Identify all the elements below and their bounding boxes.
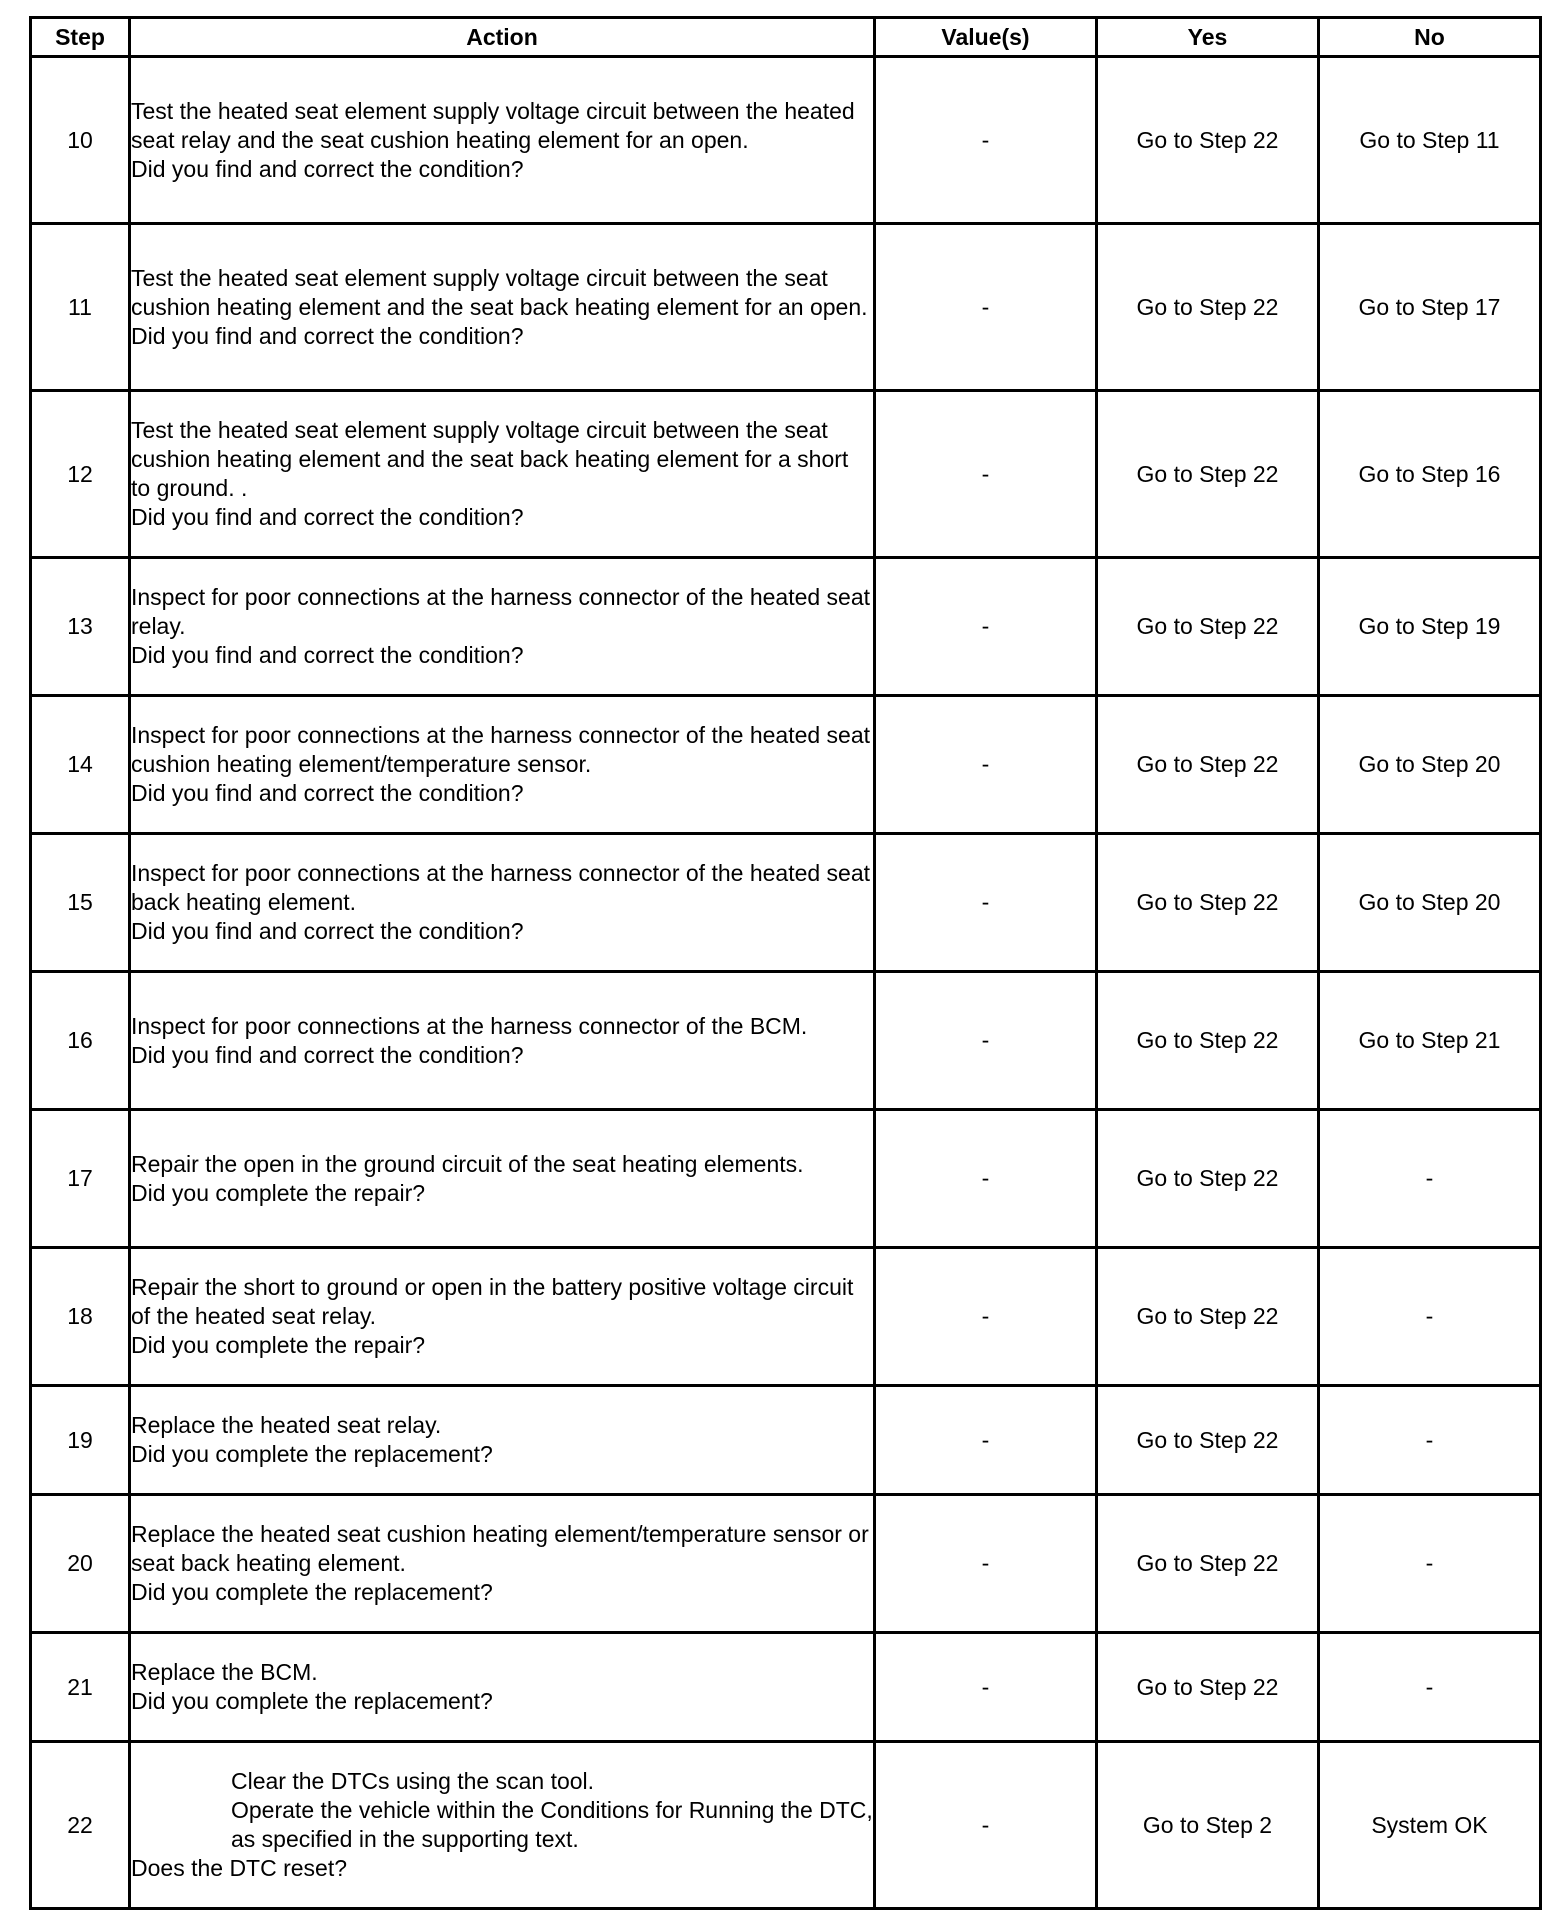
yes-result: Go to Step 22	[1097, 391, 1319, 558]
action-question: Did you find and correct the condition?	[131, 504, 524, 530]
action-question: Did you find and correct the condition?	[131, 322, 524, 349]
action-line: Clear the DTCs using the scan tool.	[231, 1768, 595, 1794]
action-question: Did you complete the repair?	[131, 1179, 426, 1206]
action-cell	[130, 391, 875, 558]
action-cell	[130, 1495, 875, 1633]
no-result: -	[1319, 1110, 1541, 1248]
action-question: Did you find and correct the condition?	[131, 918, 524, 944]
action-cell	[130, 972, 875, 1110]
action-cell	[130, 1248, 875, 1386]
no-result: Go to Step 16	[1319, 391, 1541, 558]
action-text: Replace the heated seat relay.	[131, 1412, 442, 1438]
action-text: Repair the short to ground or open in the battery positive voltage circuit of the heated seat relay.	[131, 1274, 854, 1329]
table-row	[31, 1110, 1541, 1248]
diagnostic-table	[29, 16, 1542, 1910]
step-number: 21	[31, 1633, 130, 1742]
action-text: Inspect for poor connections at the harness connector of the heated seat relay.	[131, 584, 871, 639]
no-result: -	[1319, 1495, 1541, 1633]
step-number: 11	[31, 224, 130, 391]
action-cell	[130, 57, 875, 224]
action-question: Did you complete the replacement?	[131, 1441, 493, 1467]
yes-result: Go to Step 22	[1097, 1633, 1319, 1742]
action-question: Did you find and correct the condition?	[131, 155, 524, 182]
yes-result: Go to Step 22	[1097, 1495, 1319, 1633]
action-cell	[130, 1633, 875, 1742]
yes-result: Go to Step 22	[1097, 1248, 1319, 1386]
step-number: 19	[31, 1386, 130, 1495]
action-cell	[130, 1742, 875, 1909]
action-text: Test the heated seat element supply voltage circuit between the seat cushion heating element and the seat back heating element for an open.	[131, 264, 868, 320]
yes-result: Go to Step 22	[1097, 1386, 1319, 1495]
step-number: 16	[31, 972, 130, 1110]
action-text: Test the heated seat element supply voltage circuit between the heated seat relay and the seat cushion heating element for an open.	[131, 97, 855, 153]
action-cell	[130, 1386, 875, 1495]
value-cell: -	[875, 1633, 1097, 1742]
action-text: Inspect for poor connections at the harness connector of the heated seat cushion heating element/temperature sensor.	[131, 722, 871, 777]
no-result: -	[1319, 1633, 1541, 1742]
step-number: 12	[31, 391, 130, 558]
no-result: System OK	[1319, 1742, 1541, 1909]
yes-result: Go to Step 2	[1097, 1742, 1319, 1909]
action-text: Inspect for poor connections at the harness connector of the heated seat back heating element.	[131, 860, 871, 915]
header-step: Step	[31, 18, 130, 57]
table-row	[31, 1386, 1541, 1495]
action-steps	[131, 1767, 873, 1854]
value-cell: -	[875, 558, 1097, 696]
table-row	[31, 972, 1541, 1110]
value-cell: -	[875, 1248, 1097, 1386]
header-action: Action	[130, 18, 875, 57]
header-yes: Yes	[1097, 18, 1319, 57]
table-row	[31, 1495, 1541, 1633]
yes-result: Go to Step 22	[1097, 558, 1319, 696]
no-result: Go to Step 19	[1319, 558, 1541, 696]
step-number: 15	[31, 834, 130, 972]
header-row	[31, 18, 1541, 57]
action-question: Did you find and correct the condition?	[131, 642, 524, 668]
action-cell	[130, 558, 875, 696]
value-cell: -	[875, 1742, 1097, 1909]
yes-result: Go to Step 22	[1097, 696, 1319, 834]
action-cell	[130, 224, 875, 391]
action-question: Did you complete the replacement?	[131, 1579, 493, 1605]
table-row	[31, 558, 1541, 696]
yes-result: Go to Step 22	[1097, 57, 1319, 224]
yes-result: Go to Step 22	[1097, 834, 1319, 972]
action-text: Inspect for poor connections at the harness connector of the BCM.	[131, 1012, 808, 1039]
value-cell: -	[875, 834, 1097, 972]
no-result: Go to Step 11	[1319, 57, 1541, 224]
step-number: 13	[31, 558, 130, 696]
no-result: Go to Step 20	[1319, 696, 1541, 834]
action-question: Does the DTC reset?	[131, 1855, 348, 1881]
action-question: Did you find and correct the condition?	[131, 1041, 524, 1068]
value-cell: -	[875, 224, 1097, 391]
header-no: No	[1319, 18, 1541, 57]
step-number: 22	[31, 1742, 130, 1909]
no-result: Go to Step 20	[1319, 834, 1541, 972]
value-cell: -	[875, 1386, 1097, 1495]
yes-result: Go to Step 22	[1097, 972, 1319, 1110]
step-number: 20	[31, 1495, 130, 1633]
table-row	[31, 1633, 1541, 1742]
action-cell	[130, 696, 875, 834]
action-cell	[130, 834, 875, 972]
yes-result: Go to Step 22	[1097, 1110, 1319, 1248]
step-number: 14	[31, 696, 130, 834]
no-result: -	[1319, 1248, 1541, 1386]
action-cell	[130, 1110, 875, 1248]
action-question: Did you complete the replacement?	[131, 1688, 493, 1714]
table-row	[31, 696, 1541, 834]
yes-result: Go to Step 22	[1097, 224, 1319, 391]
action-line: Operate the vehicle within the Conditions for Running the DTC, as specified in the supporting text.	[231, 1797, 873, 1852]
no-result: Go to Step 21	[1319, 972, 1541, 1110]
step-number: 17	[31, 1110, 130, 1248]
action-text: Replace the BCM.	[131, 1659, 318, 1685]
table-row	[31, 1742, 1541, 1909]
table-row	[31, 57, 1541, 224]
value-cell: -	[875, 1110, 1097, 1248]
step-number: 18	[31, 1248, 130, 1386]
action-text: Test the heated seat element supply voltage circuit between the seat cushion heating element and the seat back heating element for a short to ground. .	[131, 417, 849, 501]
table-row	[31, 1248, 1541, 1386]
action-text: Repair the open in the ground circuit of the seat heating elements.	[131, 1150, 804, 1177]
header-values: Value(s)	[875, 18, 1097, 57]
value-cell: -	[875, 696, 1097, 834]
table-row	[31, 834, 1541, 972]
step-number: 10	[31, 57, 130, 224]
table-row	[31, 224, 1541, 391]
no-result: -	[1319, 1386, 1541, 1495]
no-result: Go to Step 17	[1319, 224, 1541, 391]
table-row	[31, 391, 1541, 558]
value-cell: -	[875, 1495, 1097, 1633]
value-cell: -	[875, 391, 1097, 558]
action-text: Replace the heated seat cushion heating element/temperature sensor or seat back heating element.	[131, 1521, 869, 1576]
value-cell: -	[875, 972, 1097, 1110]
action-question: Did you complete the repair?	[131, 1332, 426, 1358]
value-cell: -	[875, 57, 1097, 224]
action-question: Did you find and correct the condition?	[131, 780, 524, 806]
